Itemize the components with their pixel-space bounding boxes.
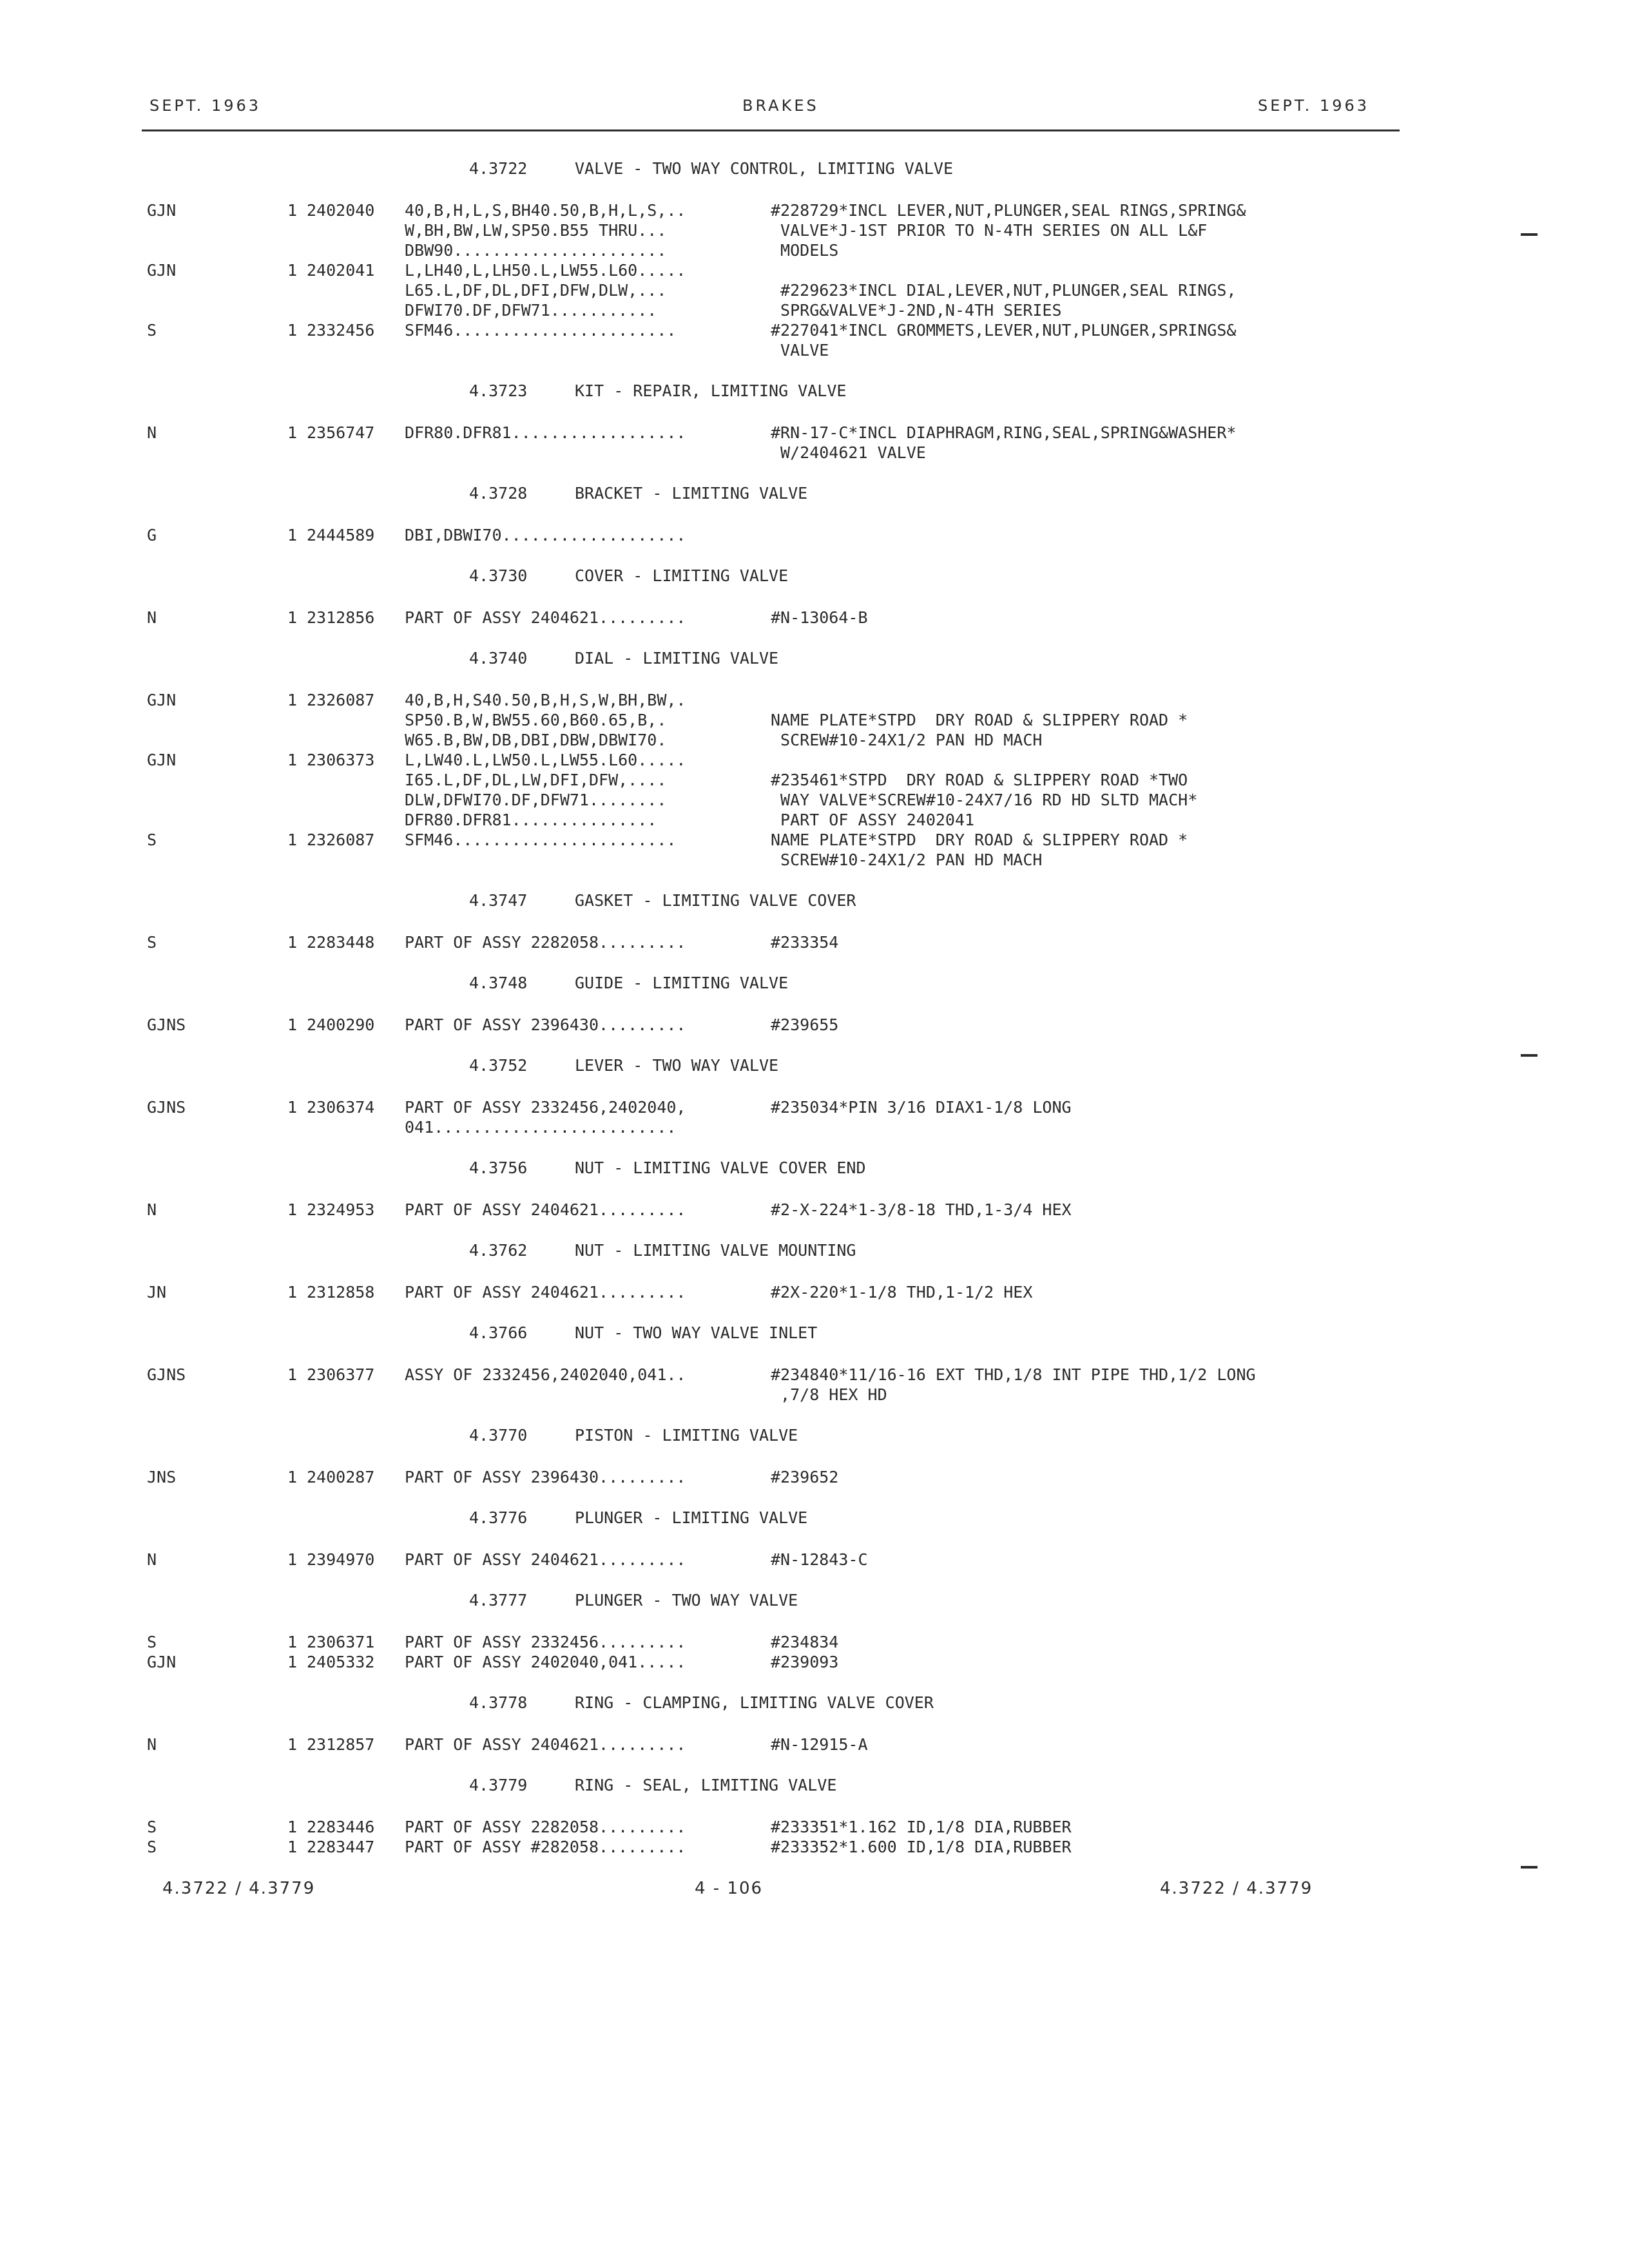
- model-code: GJNS: [147, 1015, 186, 1034]
- part-entry: [147, 1467, 1410, 1487]
- revision-mark: [1521, 233, 1537, 236]
- section: [147, 1425, 1410, 1508]
- section-heading: [147, 1323, 1410, 1343]
- model-code: N: [147, 423, 157, 442]
- section-heading: [147, 566, 1410, 586]
- quantity: 1: [287, 608, 298, 627]
- section-title: VALVE - TWO WAY CONTROL, LIMITING VALVE: [575, 159, 953, 178]
- description: PART OF ASSY 2402041: [771, 811, 975, 829]
- model-code: GJNS: [147, 1098, 186, 1117]
- application: W65.B,BW,DB,DBI,DBW,DBWI70.: [405, 731, 667, 749]
- section-number: 4.3766: [469, 1323, 528, 1342]
- application: 40,B,H,L,S,BH40.50,B,H,L,S,..: [405, 201, 686, 220]
- quantity: 1: [287, 526, 298, 544]
- part-entry: [147, 1365, 1410, 1405]
- entry-line: [147, 810, 1410, 830]
- section: [147, 890, 1410, 973]
- part-entry: [147, 1015, 1410, 1035]
- description: W/2404621 VALVE: [771, 443, 926, 462]
- quantity: 1: [287, 1550, 298, 1569]
- part-number: 2306373: [307, 751, 375, 769]
- header-date-left: SEPT. 1963: [149, 97, 262, 115]
- part-entry: [147, 1837, 1410, 1857]
- entry-line: [147, 1632, 1410, 1652]
- description: #235461*STPD DRY ROAD & SLIPPERY ROAD *TWO: [771, 771, 1188, 789]
- section-number: 4.3777: [469, 1591, 528, 1610]
- description: #235034*PIN 3/16 DIAX1-1/8 LONG: [771, 1098, 1072, 1117]
- section-heading: [147, 483, 1410, 503]
- part-entry: [147, 423, 1410, 463]
- entry-line: [147, 1385, 1410, 1405]
- section: [147, 566, 1410, 648]
- section-title: NUT - LIMITING VALVE COVER END: [575, 1158, 866, 1177]
- description: #N-13064-B: [771, 608, 868, 627]
- entry-line: [147, 340, 1410, 360]
- section: [147, 1240, 1410, 1323]
- quantity: 1: [287, 1283, 298, 1302]
- quantity: 1: [287, 321, 298, 340]
- section: [147, 973, 1410, 1055]
- entry-line: [147, 710, 1410, 730]
- entry-line: [147, 260, 1410, 280]
- description: #233354: [771, 933, 839, 952]
- section-heading: [147, 1508, 1410, 1528]
- entry-line: [147, 750, 1410, 770]
- part-entry: [147, 320, 1410, 360]
- section: [147, 648, 1410, 890]
- header-rule: [142, 130, 1400, 131]
- model-code: JN: [147, 1283, 167, 1302]
- section-title: GUIDE - LIMITING VALVE: [575, 974, 789, 992]
- section-title: LEVER - TWO WAY VALVE: [575, 1056, 779, 1075]
- section-number: 4.3778: [469, 1693, 528, 1712]
- entry-line: [147, 1117, 1410, 1137]
- application: SFM46.......................: [405, 321, 677, 340]
- entry-line: [147, 932, 1410, 952]
- section-title: DIAL - LIMITING VALVE: [575, 649, 779, 668]
- section: [147, 1055, 1410, 1158]
- quantity: 1: [287, 1365, 298, 1384]
- application: PART OF ASSY 2396430.........: [405, 1015, 686, 1034]
- section-title: PLUNGER - LIMITING VALVE: [575, 1508, 808, 1527]
- header-date-right: SEPT. 1963: [1258, 97, 1370, 115]
- quantity: 1: [287, 261, 298, 280]
- section-heading: [147, 1055, 1410, 1075]
- model-code: N: [147, 1735, 157, 1754]
- part-number: 2400290: [307, 1015, 375, 1034]
- description: WAY VALVE*SCREW#10-24X7/16 RD HD SLTD MACH*: [771, 791, 1198, 809]
- section-title: KIT - REPAIR, LIMITING VALVE: [575, 381, 847, 400]
- model-code: S: [147, 831, 157, 849]
- application: DFR80.DFR81..................: [405, 423, 686, 442]
- section-number: 4.3752: [469, 1056, 528, 1075]
- entry-line: [147, 608, 1410, 628]
- section: [147, 1508, 1410, 1590]
- application: I65.L,DF,DL,LW,DFI,DFW,....: [405, 771, 667, 789]
- application: DBI,DBWI70...................: [405, 526, 686, 544]
- application: PART OF ASSY #282058.........: [405, 1838, 686, 1856]
- revision-mark: [1521, 1054, 1537, 1057]
- application: 041.........................: [405, 1118, 677, 1137]
- quantity: 1: [287, 1838, 298, 1856]
- entry-line: [147, 790, 1410, 810]
- entry-line: [147, 1467, 1410, 1487]
- section-heading: [147, 648, 1410, 668]
- model-code: N: [147, 1550, 157, 1569]
- entry-line: [147, 1015, 1410, 1035]
- section-number: 4.3748: [469, 974, 528, 992]
- model-code: N: [147, 608, 157, 627]
- part-number: 2394970: [307, 1550, 375, 1569]
- model-code: S: [147, 1633, 157, 1651]
- section-number: 4.3740: [469, 649, 528, 668]
- entry-line: [147, 690, 1410, 710]
- model-code: GJNS: [147, 1365, 186, 1384]
- footer-page-number: 4 - 106: [695, 1879, 764, 1898]
- quantity: 1: [287, 1200, 298, 1219]
- part-entry: [147, 1550, 1410, 1570]
- quantity: 1: [287, 1735, 298, 1754]
- section-title: COVER - LIMITING VALVE: [575, 566, 789, 585]
- model-code: GJN: [147, 201, 177, 220]
- section: [147, 1323, 1410, 1425]
- section-number: 4.3730: [469, 566, 528, 585]
- description: NAME PLATE*STPD DRY ROAD & SLIPPERY ROAD *: [771, 711, 1188, 729]
- application: DFR80.DFR81...............: [405, 811, 657, 829]
- description: SCREW#10-24X1/2 PAN HD MACH: [771, 731, 1043, 749]
- entry-line: [147, 1550, 1410, 1570]
- section-number: 4.3747: [469, 891, 528, 910]
- entry-line: [147, 1097, 1410, 1117]
- entry-line: [147, 830, 1410, 850]
- application: 40,B,H,S40.50,B,H,S,W,BH,BW,.: [405, 691, 686, 709]
- part-number: 2306371: [307, 1633, 375, 1651]
- application: DFWI70.DF,DFW71...........: [405, 301, 657, 320]
- part-number: 2283447: [307, 1838, 375, 1856]
- section-heading: [147, 1590, 1410, 1610]
- application: DBW90......................: [405, 241, 667, 260]
- part-entry: [147, 1735, 1410, 1754]
- section-number: 4.3722: [469, 159, 528, 178]
- description: #239655: [771, 1015, 839, 1034]
- application: SFM46.......................: [405, 831, 677, 849]
- part-number: 2312858: [307, 1283, 375, 1302]
- description: NAME PLATE*STPD DRY ROAD & SLIPPERY ROAD *: [771, 831, 1188, 849]
- model-code: S: [147, 1838, 157, 1856]
- description: #233351*1.162 ID,1/8 DIA,RUBBER: [771, 1818, 1072, 1836]
- quantity: 1: [287, 831, 298, 849]
- header-title: BRAKES: [742, 97, 819, 115]
- description: #2X-220*1-1/8 THD,1-1/2 HEX: [771, 1283, 1033, 1302]
- section: [147, 1693, 1410, 1775]
- application: L,LW40.L,LW50.L,LW55.L60.....: [405, 751, 686, 769]
- application: PART OF ASSY 2404621.........: [405, 1735, 686, 1754]
- description: #N-12915-A: [771, 1735, 868, 1754]
- model-code: S: [147, 1818, 157, 1836]
- quantity: 1: [287, 751, 298, 769]
- section-number: 4.3756: [469, 1158, 528, 1177]
- application: ASSY OF 2332456,2402040,041..: [405, 1365, 686, 1384]
- quantity: 1: [287, 1633, 298, 1651]
- description: SCREW#10-24X1/2 PAN HD MACH: [771, 850, 1043, 869]
- footer-range-right: 4.3722 / 4.3779: [1160, 1879, 1313, 1898]
- entry-line: [147, 1365, 1410, 1385]
- description: VALVE*J-1ST PRIOR TO N-4TH SERIES ON ALL L&F: [771, 221, 1208, 240]
- section-heading: [147, 1775, 1410, 1795]
- application: L65.L,DF,DL,DFI,DFW,DLW,...: [405, 281, 667, 300]
- part-entry: [147, 1632, 1410, 1652]
- application: SP50.B,W,BW55.60,B60.65,B,.: [405, 711, 667, 729]
- section-number: 4.3723: [469, 381, 528, 400]
- section: [147, 483, 1410, 566]
- part-entry: [147, 750, 1410, 830]
- entry-line: [147, 220, 1410, 240]
- description: #239093: [771, 1653, 839, 1671]
- section-heading: [147, 890, 1410, 910]
- part-entry: [147, 932, 1410, 952]
- part-number: 2402041: [307, 261, 375, 280]
- description: #RN-17-C*INCL DIAPHRAGM,RING,SEAL,SPRING&WASHER*: [771, 423, 1237, 442]
- application: PART OF ASSY 2282058.........: [405, 1818, 686, 1836]
- entry-line: [147, 200, 1410, 220]
- section-heading: [147, 159, 1410, 178]
- description: SPRG&VALVE*J-2ND,N-4TH SERIES: [771, 301, 1062, 320]
- model-code: GJN: [147, 751, 177, 769]
- section-heading: [147, 973, 1410, 993]
- application: W,BH,BW,LW,SP50.B55 THRU...: [405, 221, 667, 240]
- model-code: S: [147, 321, 157, 340]
- section-number: 4.3776: [469, 1508, 528, 1527]
- model-code: GJN: [147, 691, 177, 709]
- part-number: 2332456: [307, 321, 375, 340]
- section-heading: [147, 1158, 1410, 1178]
- description: ,7/8 HEX HD: [771, 1385, 887, 1404]
- part-entry: [147, 1097, 1410, 1137]
- description: #228729*INCL LEVER,NUT,PLUNGER,SEAL RINGS,SPRING&: [771, 201, 1246, 220]
- entry-line: [147, 1837, 1410, 1857]
- section: [147, 381, 1410, 483]
- entry-line: [147, 730, 1410, 750]
- description: #239652: [771, 1468, 839, 1486]
- entry-line: [147, 423, 1410, 443]
- model-code: S: [147, 933, 157, 952]
- section-title: RING - CLAMPING, LIMITING VALVE COVER: [575, 1693, 934, 1712]
- description: #227041*INCL GROMMETS,LEVER,NUT,PLUNGER,SPRINGS&: [771, 321, 1237, 340]
- part-number: 2324953: [307, 1200, 375, 1219]
- quantity: 1: [287, 423, 298, 442]
- quantity: 1: [287, 1098, 298, 1117]
- part-entry: [147, 830, 1410, 870]
- application: PART OF ASSY 2404621.........: [405, 608, 686, 627]
- part-entry: [147, 260, 1410, 320]
- section: [147, 1590, 1410, 1693]
- application: PART OF ASSY 2282058.........: [405, 933, 686, 952]
- section-title: NUT - LIMITING VALVE MOUNTING: [575, 1241, 856, 1260]
- part-number: 2283446: [307, 1818, 375, 1836]
- section-title: NUT - TWO WAY VALVE INLET: [575, 1323, 818, 1342]
- description: VALVE: [771, 341, 829, 360]
- application: DLW,DFWI70.DF,DFW71........: [405, 791, 667, 809]
- model-code: N: [147, 1200, 157, 1219]
- part-number: 2400287: [307, 1468, 375, 1486]
- section: [147, 159, 1410, 381]
- quantity: 1: [287, 201, 298, 220]
- entry-line: [147, 1200, 1410, 1220]
- application: PART OF ASSY 2404621.........: [405, 1550, 686, 1569]
- section-title: PISTON - LIMITING VALVE: [575, 1426, 798, 1445]
- description: #2-X-224*1-3/8-18 THD,1-3/4 HEX: [771, 1200, 1072, 1219]
- model-code: G: [147, 526, 157, 544]
- section-title: RING - SEAL, LIMITING VALVE: [575, 1776, 837, 1794]
- section-number: 4.3770: [469, 1426, 528, 1445]
- part-number: 2283448: [307, 933, 375, 952]
- quantity: 1: [287, 691, 298, 709]
- description: #233352*1.600 ID,1/8 DIA,RUBBER: [771, 1838, 1072, 1856]
- model-code: GJN: [147, 261, 177, 280]
- entry-line: [147, 1282, 1410, 1302]
- description: MODELS: [771, 241, 839, 260]
- part-number: 2405332: [307, 1653, 375, 1671]
- quantity: 1: [287, 1468, 298, 1486]
- model-code: GJN: [147, 1653, 177, 1671]
- description: #234834: [771, 1633, 839, 1651]
- part-number: 2306374: [307, 1098, 375, 1117]
- parts-list: [147, 159, 1410, 1857]
- section-heading: [147, 381, 1410, 401]
- revision-mark: [1521, 1866, 1537, 1869]
- section: [147, 1158, 1410, 1240]
- section-number: 4.3728: [469, 484, 528, 503]
- footer-range-left: 4.3722 / 4.3779: [162, 1879, 316, 1898]
- part-entry: [147, 1200, 1410, 1220]
- part-entry: [147, 1282, 1410, 1302]
- part-number: 2326087: [307, 831, 375, 849]
- entry-line: [147, 525, 1410, 545]
- model-code: JNS: [147, 1468, 177, 1486]
- part-entry: [147, 525, 1410, 545]
- section-heading: [147, 1693, 1410, 1713]
- part-number: 2444589: [307, 526, 375, 544]
- application: PART OF ASSY 2404621.........: [405, 1200, 686, 1219]
- entry-line: [147, 770, 1410, 790]
- entry-line: [147, 850, 1410, 870]
- description: #N-12843-C: [771, 1550, 868, 1569]
- entry-line: [147, 300, 1410, 320]
- application: PART OF ASSY 2396430.........: [405, 1468, 686, 1486]
- entry-line: [147, 443, 1410, 463]
- quantity: 1: [287, 933, 298, 952]
- part-number: 2402040: [307, 201, 375, 220]
- section-heading: [147, 1425, 1410, 1445]
- description: #229623*INCL DIAL,LEVER,NUT,PLUNGER,SEAL RINGS,: [771, 281, 1237, 300]
- entry-line: [147, 1735, 1410, 1754]
- section-title: PLUNGER - TWO WAY VALVE: [575, 1591, 798, 1610]
- application: L,LH40,L,LH50.L,LW55.L60.....: [405, 261, 686, 280]
- entry-line: [147, 1652, 1410, 1672]
- application: PART OF ASSY 2332456.........: [405, 1633, 686, 1651]
- section-title: BRACKET - LIMITING VALVE: [575, 484, 808, 503]
- quantity: 1: [287, 1653, 298, 1671]
- part-entry: [147, 200, 1410, 260]
- entry-line: [147, 240, 1410, 260]
- section-heading: [147, 1240, 1410, 1260]
- application: PART OF ASSY 2402040,041.....: [405, 1653, 686, 1671]
- part-number: 2306377: [307, 1365, 375, 1384]
- application: PART OF ASSY 2404621.........: [405, 1283, 686, 1302]
- part-number: 2312856: [307, 608, 375, 627]
- part-number: 2356747: [307, 423, 375, 442]
- entry-line: [147, 320, 1410, 340]
- part-number: 2326087: [307, 691, 375, 709]
- section: [147, 1775, 1410, 1857]
- application: PART OF ASSY 2332456,2402040,: [405, 1098, 686, 1117]
- part-entry: [147, 1652, 1410, 1672]
- part-entry: [147, 608, 1410, 628]
- description: #234840*11/16-16 EXT THD,1/8 INT PIPE THD,1/2 LONG: [771, 1365, 1256, 1384]
- part-number: 2312857: [307, 1735, 375, 1754]
- part-entry: [147, 690, 1410, 750]
- section-number: 4.3762: [469, 1241, 528, 1260]
- quantity: 1: [287, 1818, 298, 1836]
- quantity: 1: [287, 1015, 298, 1034]
- section-title: GASKET - LIMITING VALVE COVER: [575, 891, 856, 910]
- part-entry: [147, 1817, 1410, 1837]
- entry-line: [147, 1817, 1410, 1837]
- entry-line: [147, 280, 1410, 300]
- section-number: 4.3779: [469, 1776, 528, 1794]
